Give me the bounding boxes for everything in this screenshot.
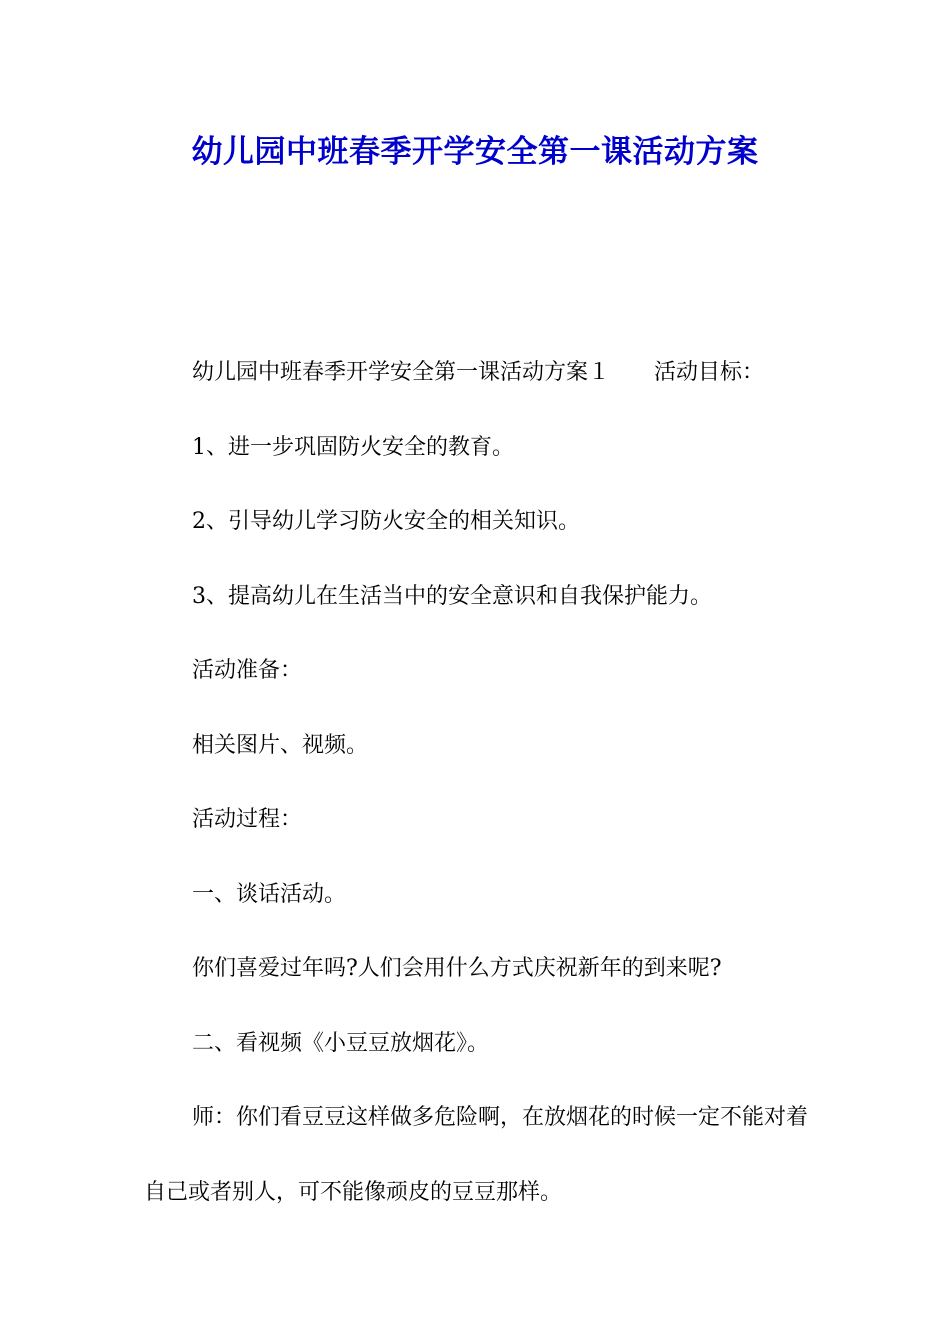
- paragraph-objective-2: 2、引导幼儿学习防火安全的相关知识。: [192, 509, 580, 534]
- document-body: [144, 336, 808, 1230]
- document-title: 幼儿园中班春季开学安全第一课活动方案: [191, 134, 759, 170]
- paragraph-step-1: 一、谈话活动。: [192, 881, 347, 907]
- section-heading-line: [144, 336, 808, 411]
- paragraph-process-label: 活动过程：: [192, 807, 303, 832]
- paragraph-objective-1: 1、进一步巩固防火安全的教育。: [192, 434, 514, 460]
- paragraph-preparation-items: 相关图片、视频。: [192, 732, 369, 758]
- paragraph-objective-3: 3、提高幼儿在生活当中的安全意识和自我保护能力。: [192, 583, 712, 609]
- paragraph-preparation-label: 活动准备：: [192, 658, 303, 683]
- section-title: 幼儿园中班春季开学安全第一课活动方案１: [192, 360, 611, 385]
- objective-label: 活动目标：: [654, 360, 765, 385]
- paragraph-teacher-remark: 师：你们看豆豆这样做多危险啊，在放烟花的时候一定不能对着自己或者别人，可不能像顽皮的豆豆那样。: [144, 1105, 809, 1205]
- paragraph-question: 你们喜爱过年吗?人们会用什么方式庆祝新年的到来呢?: [192, 956, 722, 981]
- paragraph-step-2: 二、看视频《小豆豆放烟花》。: [192, 1030, 490, 1056]
